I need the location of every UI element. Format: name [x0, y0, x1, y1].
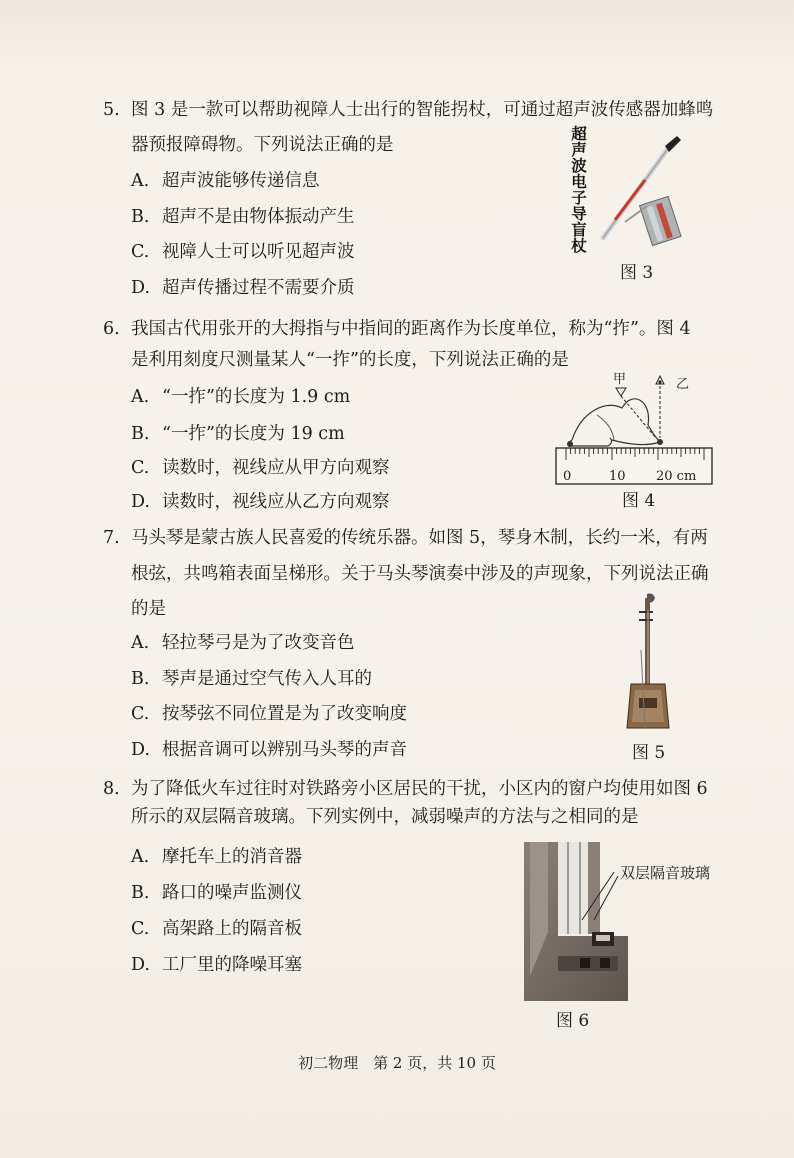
figure-6-leader-lines — [580, 862, 620, 922]
q5-option-a: A. 超声波能够传递信息 — [131, 171, 320, 191]
figure-4-tick-10: 10 — [609, 469, 626, 484]
figure-4-tick-0: 0 — [563, 469, 572, 484]
q7-option-d: D. 根据音调可以辨别马头琴的声音 — [131, 740, 407, 760]
q8-stem-line-1: 8. 为了降低火车过往时对铁路旁小区居民的干扰，小区内的窗户均使用如图 6 — [103, 779, 708, 799]
q7-stem-line-1: 7. 马头琴是蒙古族人民喜爱的传统乐器。如图 5，琴身木制，长约一米，有两 — [103, 528, 708, 548]
q7-option-a: A. 轻拉琴弓是为了改变音色 — [131, 633, 355, 653]
figure-3-title-vertical: 超 声 波 电 子 导 盲 杖 — [571, 125, 587, 255]
q8-option-b: B. 路口的噪声监测仪 — [131, 883, 302, 903]
q7-stem-line-3: 的是 — [131, 599, 166, 619]
figure-4-caption: 图 4 — [622, 491, 656, 511]
figure-4-tick-20: 20 cm — [656, 469, 697, 484]
figure-3-caption: 图 3 — [620, 263, 654, 283]
figure-4-label-jia: 甲 — [613, 372, 627, 387]
q7-stem-line-2: 根弦，共鸣箱表面呈梯形。关于马头琴演奏中涉及的声现象，下列说法正确 — [131, 564, 709, 584]
q8-option-a: A. 摩托车上的消音器 — [131, 847, 302, 867]
figure-3-guide-cane — [585, 130, 695, 260]
q8-option-d: D. 工厂里的降噪耳塞 — [131, 955, 302, 975]
q7-option-c: C. 按琴弦不同位置是为了改变响度 — [131, 704, 407, 724]
q6-stem-line-1: 6. 我国古代用张开的大拇指与中指间的距离作为长度单位，称为“拃”。图 4 — [103, 319, 691, 339]
figure-6-caption: 图 6 — [556, 1011, 590, 1031]
q7-option-b: B. 琴声是通过空气传入人耳的 — [131, 669, 372, 689]
figure-5-morin-khuur — [615, 590, 675, 740]
figure-4-label-yi: 乙 — [676, 377, 690, 392]
q8-stem-line-2: 所示的双层隔音玻璃。下列实例中，减弱噪声的方法与之相同的是 — [131, 807, 639, 827]
q5-option-d: D. 超声传播过程不需要介质 — [131, 278, 355, 298]
q5-option-b: B. 超声不是由物体振动产生 — [131, 207, 355, 227]
q8-number: 8. — [103, 779, 120, 799]
q5-stem-line-1: 5. 图 3 是一款可以帮助视障人士出行的智能拐杖，可通过超声波传感器加蜂鸣 — [103, 100, 714, 120]
q6-stem-line-2: 是利用刻度尺测量某人“一拃”的长度，下列说法正确的是 — [131, 350, 569, 370]
q6-option-d: D. 读数时，视线应从乙方向观察 — [131, 492, 390, 512]
q5-stem-line-2: 器预报障碍物。下列说法正确的是 — [131, 135, 394, 155]
q7-number: 7. — [103, 528, 120, 548]
q5-number: 5. — [103, 100, 120, 120]
figure-6-label: 双层隔音玻璃 — [620, 864, 711, 882]
figure-5-caption: 图 5 — [632, 743, 666, 763]
q6-option-c: C. 读数时，视线应从甲方向观察 — [131, 458, 390, 478]
q8-option-c: C. 高架路上的隔音板 — [131, 919, 302, 939]
q6-option-b: B. “一拃”的长度为 19 cm — [131, 424, 345, 444]
q5-option-c: C. 视障人士可以听见超声波 — [131, 242, 355, 262]
page-footer: 初二物理 第 2 页，共 10 页 — [298, 1054, 496, 1072]
q6-option-a: A. “一拃”的长度为 1.9 cm — [131, 387, 351, 407]
q6-number: 6. — [103, 319, 120, 339]
